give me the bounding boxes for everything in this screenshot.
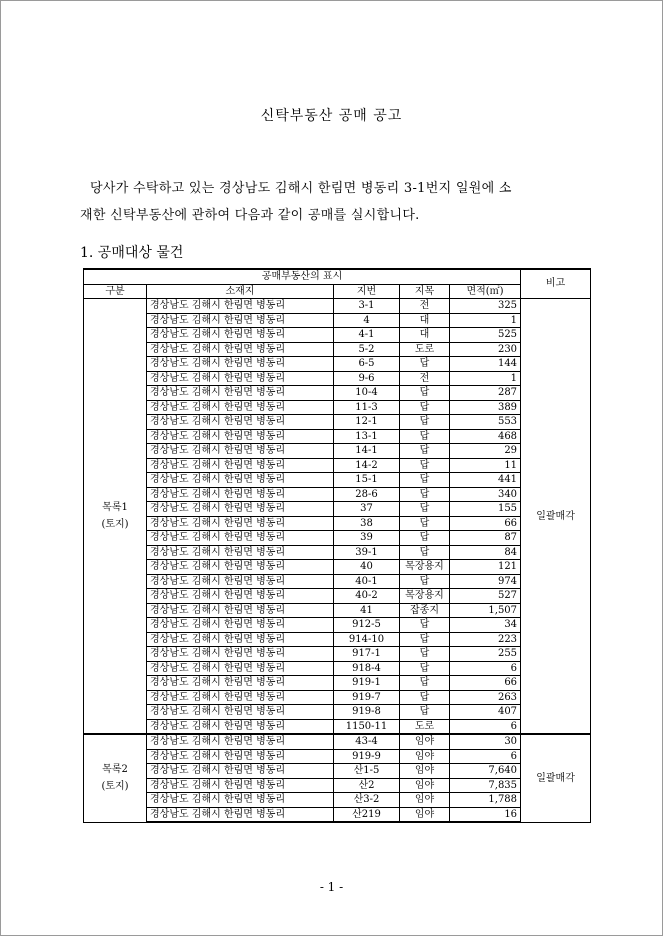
- location-cell: 경상남도 김해시 한림면 병동리: [147, 342, 334, 357]
- location-cell: 경상남도 김해시 한림면 병동리: [147, 299, 334, 314]
- lot-number-cell: 15-1: [334, 473, 400, 488]
- land-type-cell: 답: [400, 415, 450, 430]
- lot-number-cell: 919-8: [334, 705, 400, 720]
- table-row: [84, 719, 591, 734]
- table-row: [84, 415, 591, 430]
- area-cell: 974: [450, 574, 521, 589]
- table-row: [84, 400, 591, 415]
- lot-number-cell: 산219: [334, 807, 400, 822]
- lot-number-cell: 10-4: [334, 386, 400, 401]
- location-cell: 경상남도 김해시 한림면 병동리: [147, 807, 334, 822]
- land-type-cell: 답: [400, 516, 450, 531]
- lot-number-cell: 919-9: [334, 749, 400, 764]
- table-group-1: [84, 299, 591, 735]
- lot-number-cell: 917-1: [334, 647, 400, 662]
- area-cell: 389: [450, 400, 521, 415]
- location-cell: 경상남도 김해시 한림면 병동리: [147, 560, 334, 575]
- location-cell: 경상남도 김해시 한림면 병동리: [147, 429, 334, 444]
- land-type-cell: 도로: [400, 342, 450, 357]
- table-row: [84, 545, 591, 560]
- header-land-type: 지목: [400, 284, 450, 299]
- land-type-cell: 임야: [400, 778, 450, 793]
- document-title: 신탁부동산 공매 공고: [260, 108, 403, 124]
- area-cell: 29: [450, 444, 521, 459]
- location-cell: 경상남도 김해시 한림면 병동리: [147, 734, 334, 749]
- area-cell: 525: [450, 328, 521, 343]
- land-type-cell: 전: [400, 371, 450, 386]
- location-cell: 경상남도 김해시 한림면 병동리: [147, 386, 334, 401]
- land-type-cell: 답: [400, 531, 450, 546]
- table-row: [84, 458, 591, 473]
- land-type-cell: 답: [400, 661, 450, 676]
- table-row: [84, 793, 591, 808]
- lot-number-cell: 28-6: [334, 487, 400, 502]
- area-cell: 6: [450, 661, 521, 676]
- lot-number-cell: 39-1: [334, 545, 400, 560]
- land-type-cell: 답: [400, 473, 450, 488]
- lot-number-cell: 914-10: [334, 632, 400, 647]
- land-type-cell: 임야: [400, 793, 450, 808]
- lot-number-cell: 40-2: [334, 589, 400, 604]
- location-cell: 경상남도 김해시 한림면 병동리: [147, 415, 334, 430]
- table-row: [84, 618, 591, 633]
- intro-line-2: 재한 신탁부동산에 관하여 다음과 같이 공매를 실시합니다.: [80, 208, 420, 223]
- lot-number-cell: 40-1: [334, 574, 400, 589]
- land-type-cell: 목장용지: [400, 589, 450, 604]
- lot-number-cell: 9-6: [334, 371, 400, 386]
- location-cell: 경상남도 김해시 한림면 병동리: [147, 444, 334, 459]
- lot-number-cell: 4-1: [334, 328, 400, 343]
- land-type-cell: 전: [400, 299, 450, 314]
- lot-number-cell: 14-2: [334, 458, 400, 473]
- table-row: [84, 560, 591, 575]
- lot-number-cell: 918-4: [334, 661, 400, 676]
- location-cell: 경상남도 김해시 한림면 병동리: [147, 328, 334, 343]
- area-cell: 7,835: [450, 778, 521, 793]
- location-cell: 경상남도 김해시 한림면 병동리: [147, 473, 334, 488]
- lot-number-cell: 11-3: [334, 400, 400, 415]
- location-cell: 경상남도 김해시 한림면 병동리: [147, 487, 334, 502]
- lot-number-cell: 6-5: [334, 357, 400, 372]
- land-type-cell: 답: [400, 429, 450, 444]
- area-cell: 66: [450, 516, 521, 531]
- lot-number-cell: 37: [334, 502, 400, 517]
- location-cell: 경상남도 김해시 한림면 병동리: [147, 458, 334, 473]
- land-type-cell: 대: [400, 313, 450, 328]
- lot-number-cell: 912-5: [334, 618, 400, 633]
- group-type: (토지): [101, 519, 129, 530]
- header-lot-number: 지번: [334, 284, 400, 299]
- header-area: 면적(㎡): [450, 284, 521, 299]
- land-type-cell: 답: [400, 444, 450, 459]
- area-cell: 121: [450, 560, 521, 575]
- table-row: [84, 371, 591, 386]
- location-cell: 경상남도 김해시 한림면 병동리: [147, 589, 334, 604]
- location-cell: 경상남도 김해시 한림면 병동리: [147, 502, 334, 517]
- location-cell: 경상남도 김해시 한림면 병동리: [147, 647, 334, 662]
- area-cell: 7,640: [450, 764, 521, 779]
- table-row: [84, 647, 591, 662]
- page-number: - 1 -: [319, 880, 344, 894]
- area-cell: 1: [450, 371, 521, 386]
- header-category: 구분: [84, 284, 147, 299]
- area-cell: 263: [450, 690, 521, 705]
- land-type-cell: 임야: [400, 807, 450, 822]
- note-cell: 일괄매각: [521, 299, 591, 735]
- table-row: [84, 574, 591, 589]
- location-cell: 경상남도 김해시 한림면 병동리: [147, 632, 334, 647]
- area-cell: 407: [450, 705, 521, 720]
- location-cell: 경상남도 김해시 한림면 병동리: [147, 618, 334, 633]
- table-row: [84, 661, 591, 676]
- lot-number-cell: 1150-11: [334, 719, 400, 734]
- area-cell: 340: [450, 487, 521, 502]
- table-row: [84, 690, 591, 705]
- land-type-cell: 답: [400, 647, 450, 662]
- location-cell: 경상남도 김해시 한림면 병동리: [147, 516, 334, 531]
- table-row: [84, 807, 591, 822]
- area-cell: 1,507: [450, 603, 521, 618]
- lot-number-cell: 13-1: [334, 429, 400, 444]
- area-cell: 66: [450, 676, 521, 691]
- table-row: [84, 342, 591, 357]
- land-type-cell: 답: [400, 676, 450, 691]
- table-row: [84, 589, 591, 604]
- lot-number-cell: 산2: [334, 778, 400, 793]
- table-row: [84, 705, 591, 720]
- land-type-cell: 답: [400, 632, 450, 647]
- table-row: [84, 531, 591, 546]
- area-cell: 6: [450, 749, 521, 764]
- group-label: [84, 299, 147, 735]
- lot-number-cell: 12-1: [334, 415, 400, 430]
- property-table: [83, 268, 591, 823]
- area-cell: 527: [450, 589, 521, 604]
- lot-number-cell: 3-1: [334, 299, 400, 314]
- area-cell: 553: [450, 415, 521, 430]
- land-type-cell: 도로: [400, 719, 450, 734]
- table-row: [84, 328, 591, 343]
- header-location: 소재지: [147, 284, 334, 299]
- intro-line-1: 당사가 수탁하고 있는 경상남도 김해시 한림면 병동리 3-1번지 일원에 소: [90, 181, 512, 196]
- lot-number-cell: 4: [334, 313, 400, 328]
- area-cell: 255: [450, 647, 521, 662]
- area-cell: 6: [450, 719, 521, 734]
- location-cell: 경상남도 김해시 한림면 병동리: [147, 531, 334, 546]
- lot-number-cell: 38: [334, 516, 400, 531]
- area-cell: 1: [450, 313, 521, 328]
- land-type-cell: 답: [400, 487, 450, 502]
- area-cell: 441: [450, 473, 521, 488]
- note-cell: 일괄매각: [521, 734, 591, 822]
- land-type-cell: 답: [400, 400, 450, 415]
- group-type: (토지): [101, 781, 129, 793]
- location-cell: 경상남도 김해시 한림면 병동리: [147, 764, 334, 779]
- area-cell: 1,788: [450, 793, 521, 808]
- location-cell: 경상남도 김해시 한림면 병동리: [147, 676, 334, 691]
- table-row: [84, 313, 591, 328]
- table-row: [84, 487, 591, 502]
- lot-number-cell: 39: [334, 531, 400, 546]
- location-cell: 경상남도 김해시 한림면 병동리: [147, 603, 334, 618]
- land-type-cell: 답: [400, 618, 450, 633]
- land-type-cell: 답: [400, 502, 450, 517]
- group-name: 목록2: [102, 764, 128, 776]
- table-row: [84, 749, 591, 764]
- land-type-cell: 답: [400, 690, 450, 705]
- table-row: [84, 444, 591, 459]
- area-cell: 30: [450, 734, 521, 749]
- lot-number-cell: 산3-2: [334, 793, 400, 808]
- table-row: [84, 429, 591, 444]
- table-row: [84, 299, 591, 314]
- lot-number-cell: 산1-5: [334, 764, 400, 779]
- section-heading: 1. 공매대상 물건: [80, 245, 184, 261]
- lot-number-cell: 919-1: [334, 676, 400, 691]
- location-cell: 경상남도 김해시 한림면 병동리: [147, 357, 334, 372]
- land-type-cell: 임야: [400, 749, 450, 764]
- location-cell: 경상남도 김해시 한림면 병동리: [147, 719, 334, 734]
- table-row: [84, 778, 591, 793]
- area-cell: 84: [450, 545, 521, 560]
- group-name: 목록1: [102, 502, 128, 513]
- land-type-cell: 답: [400, 545, 450, 560]
- header-note: 비고: [521, 269, 591, 299]
- location-cell: 경상남도 김해시 한림면 병동리: [147, 661, 334, 676]
- area-cell: 468: [450, 429, 521, 444]
- location-cell: 경상남도 김해시 한림면 병동리: [147, 400, 334, 415]
- table-group-2: [84, 734, 591, 822]
- land-type-cell: 임야: [400, 734, 450, 749]
- location-cell: 경상남도 김해시 한림면 병동리: [147, 778, 334, 793]
- lot-number-cell: 43-4: [334, 734, 400, 749]
- lot-number-cell: 40: [334, 560, 400, 575]
- table-row: [84, 764, 591, 779]
- location-cell: 경상남도 김해시 한림면 병동리: [147, 371, 334, 386]
- location-cell: 경상남도 김해시 한림면 병동리: [147, 705, 334, 720]
- area-cell: 11: [450, 458, 521, 473]
- lot-number-cell: 919-7: [334, 690, 400, 705]
- location-cell: 경상남도 김해시 한림면 병동리: [147, 574, 334, 589]
- table-row: [84, 603, 591, 618]
- area-cell: 155: [450, 502, 521, 517]
- area-cell: 16: [450, 807, 521, 822]
- land-type-cell: 임야: [400, 764, 450, 779]
- location-cell: 경상남도 김해시 한림면 병동리: [147, 313, 334, 328]
- area-cell: 34: [450, 618, 521, 633]
- location-cell: 경상남도 김해시 한림면 병동리: [147, 793, 334, 808]
- lot-number-cell: 14-1: [334, 444, 400, 459]
- group-label: [84, 734, 147, 822]
- area-cell: 287: [450, 386, 521, 401]
- table-row: [84, 516, 591, 531]
- area-cell: 230: [450, 342, 521, 357]
- area-cell: 144: [450, 357, 521, 372]
- location-cell: 경상남도 김해시 한림면 병동리: [147, 545, 334, 560]
- land-type-cell: 대: [400, 328, 450, 343]
- table-row: [84, 734, 591, 749]
- land-type-cell: 답: [400, 458, 450, 473]
- table-row: [84, 632, 591, 647]
- lot-number-cell: 5-2: [334, 342, 400, 357]
- land-type-cell: 답: [400, 574, 450, 589]
- land-type-cell: 답: [400, 705, 450, 720]
- area-cell: 325: [450, 299, 521, 314]
- location-cell: 경상남도 김해시 한림면 병동리: [147, 749, 334, 764]
- land-type-cell: 잡종지: [400, 603, 450, 618]
- intro-paragraph: [80, 175, 600, 229]
- location-cell: 경상남도 김해시 한림면 병동리: [147, 690, 334, 705]
- table-row: [84, 676, 591, 691]
- lot-number-cell: 41: [334, 603, 400, 618]
- area-cell: 87: [450, 531, 521, 546]
- table-row: [84, 473, 591, 488]
- header-property-display: 공매부동산의 표시: [84, 269, 521, 284]
- land-type-cell: 답: [400, 386, 450, 401]
- table-row: [84, 357, 591, 372]
- area-cell: 223: [450, 632, 521, 647]
- land-type-cell: 답: [400, 357, 450, 372]
- table-row: [84, 386, 591, 401]
- table-row: [84, 502, 591, 517]
- land-type-cell: 목장용지: [400, 560, 450, 575]
